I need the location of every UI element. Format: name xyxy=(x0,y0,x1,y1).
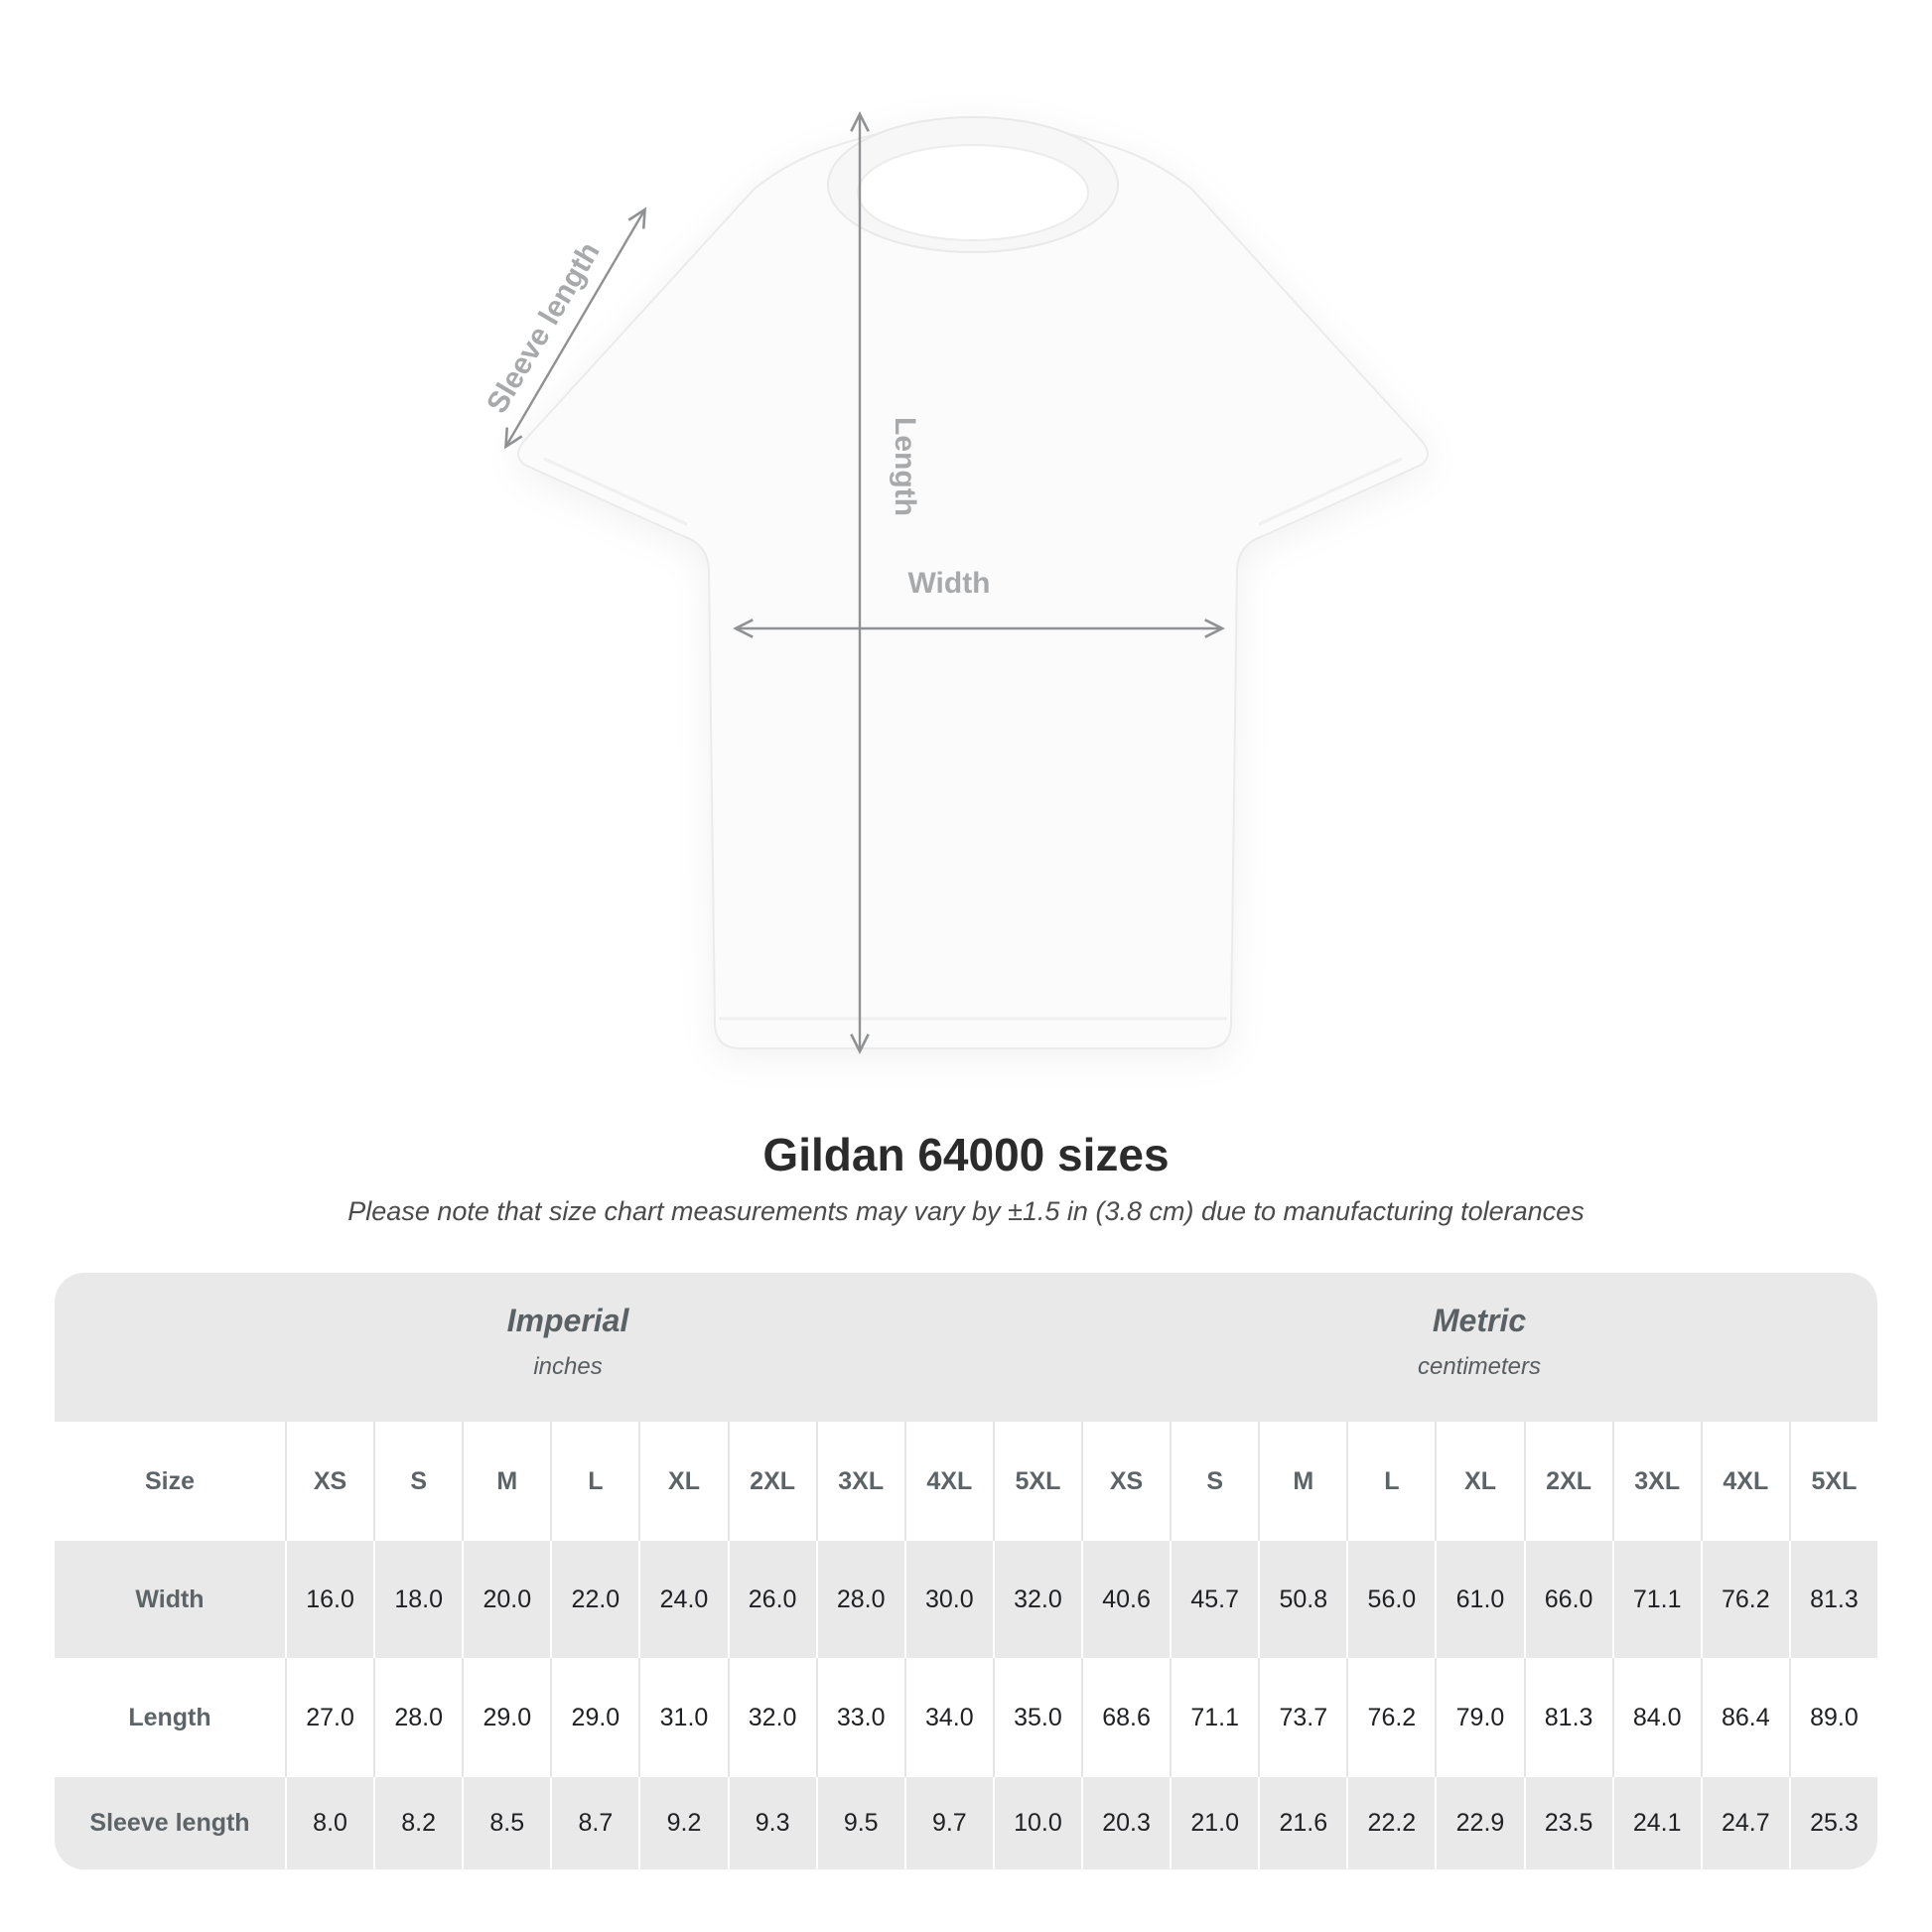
value-cell-imperial: 32.0 xyxy=(993,1541,1081,1658)
size-col-header-metric: 3XL xyxy=(1612,1422,1701,1541)
value-cell-imperial: 26.0 xyxy=(728,1541,816,1658)
unit-group-header-row xyxy=(55,1273,1877,1422)
value-cell-metric: 68.6 xyxy=(1081,1658,1170,1777)
size-col-header-imperial: XL xyxy=(638,1422,727,1541)
value-cell-imperial: 8.5 xyxy=(462,1777,550,1869)
value-cell-metric: 45.7 xyxy=(1170,1541,1258,1658)
value-cell-metric: 40.6 xyxy=(1081,1541,1170,1658)
value-cell-imperial: 31.0 xyxy=(638,1658,727,1777)
value-cell-metric: 50.8 xyxy=(1258,1541,1346,1658)
unit-group-imperial xyxy=(55,1273,1081,1381)
width-row xyxy=(55,1541,1877,1658)
length-row xyxy=(55,1658,1877,1777)
imperial-unit-label: inches xyxy=(533,1353,603,1380)
value-cell-metric: 23.5 xyxy=(1524,1777,1612,1869)
value-cell-metric: 21.6 xyxy=(1258,1777,1346,1869)
value-cell-metric: 89.0 xyxy=(1789,1658,1877,1777)
size-col-header-imperial: S xyxy=(373,1422,462,1541)
size-col-header-imperial: 4XL xyxy=(904,1422,993,1541)
value-cell-metric: 79.0 xyxy=(1435,1658,1523,1777)
imperial-label: Imperial xyxy=(506,1303,629,1338)
value-cell-imperial: 16.0 xyxy=(285,1541,373,1658)
value-cell-metric: 24.1 xyxy=(1612,1777,1701,1869)
size-col-header-imperial: L xyxy=(550,1422,638,1541)
value-cell-imperial: 20.0 xyxy=(462,1541,550,1658)
value-cell-imperial: 28.0 xyxy=(816,1541,904,1658)
value-cell-imperial: 9.2 xyxy=(638,1777,727,1869)
row-label: Width xyxy=(135,1585,205,1613)
value-cell-metric: 81.3 xyxy=(1789,1541,1877,1658)
size-col-header-metric: 5XL xyxy=(1789,1422,1877,1541)
size-col-header-metric: S xyxy=(1170,1422,1258,1541)
page-title: Gildan 64000 sizes xyxy=(762,1129,1170,1180)
value-cell-metric: 71.1 xyxy=(1612,1541,1701,1658)
value-cell-imperial: 30.0 xyxy=(904,1541,993,1658)
size-col-header-metric: 4XL xyxy=(1701,1422,1789,1541)
metric-unit-label: centimeters xyxy=(1417,1353,1542,1380)
value-cell-metric: 73.7 xyxy=(1258,1658,1346,1777)
size-col-header-imperial: 2XL xyxy=(728,1422,816,1541)
metric-label: Metric xyxy=(1432,1303,1527,1338)
size-col-header-imperial: 3XL xyxy=(816,1422,904,1541)
value-cell-metric: 84.0 xyxy=(1612,1658,1701,1777)
value-cell-imperial: 8.0 xyxy=(285,1777,373,1869)
value-cell-imperial: 24.0 xyxy=(638,1541,727,1658)
value-cell-imperial: 9.3 xyxy=(728,1777,816,1869)
size-corner-header: Size xyxy=(144,1466,196,1495)
tolerance-note: Please note that size chart measurements may vary by ±1.5 in (3.8 cm) due to manufacturing tolerances xyxy=(347,1196,1585,1226)
size-col-header-metric: L xyxy=(1346,1422,1435,1541)
row-label: Sleeve length xyxy=(89,1809,250,1837)
value-cell-metric: 76.2 xyxy=(1701,1541,1789,1658)
value-cell-imperial: 22.0 xyxy=(550,1541,638,1658)
value-cell-imperial: 33.0 xyxy=(816,1658,904,1777)
value-cell-metric: 81.3 xyxy=(1524,1658,1612,1777)
size-col-header-imperial: M xyxy=(462,1422,550,1541)
value-cell-metric: 56.0 xyxy=(1346,1541,1435,1658)
size-col-header-imperial: XS xyxy=(285,1422,373,1541)
size-col-header-imperial: 5XL xyxy=(993,1422,1081,1541)
value-cell-imperial: 29.0 xyxy=(462,1658,550,1777)
value-cell-imperial: 9.5 xyxy=(816,1777,904,1869)
value-cell-metric: 61.0 xyxy=(1435,1541,1523,1658)
value-cell-metric: 71.1 xyxy=(1170,1658,1258,1777)
value-cell-metric: 86.4 xyxy=(1701,1658,1789,1777)
value-cell-metric: 22.2 xyxy=(1346,1777,1435,1869)
size-table xyxy=(55,1273,1877,1869)
collar-inner xyxy=(858,145,1088,240)
value-cell-imperial: 9.7 xyxy=(904,1777,993,1869)
sleeve-length-row xyxy=(55,1777,1877,1869)
value-cell-imperial: 18.0 xyxy=(373,1541,462,1658)
row-label: Length xyxy=(128,1703,211,1731)
value-cell-imperial: 35.0 xyxy=(993,1658,1081,1777)
size-col-header-metric: XL xyxy=(1435,1422,1523,1541)
sleeve-length-label: Sleeve length xyxy=(481,236,607,419)
value-cell-imperial: 8.7 xyxy=(550,1777,638,1869)
length-label: Length xyxy=(889,417,921,516)
width-label: Width xyxy=(907,567,991,600)
value-cell-metric: 25.3 xyxy=(1789,1777,1877,1869)
size-col-header-metric: XS xyxy=(1081,1422,1170,1541)
value-cell-imperial: 27.0 xyxy=(285,1658,373,1777)
size-col-header-metric: M xyxy=(1258,1422,1346,1541)
value-cell-metric: 24.7 xyxy=(1701,1777,1789,1869)
value-cell-metric: 66.0 xyxy=(1524,1541,1612,1658)
size-header-row xyxy=(55,1422,1877,1541)
value-cell-imperial: 32.0 xyxy=(728,1658,816,1777)
value-cell-metric: 21.0 xyxy=(1170,1777,1258,1869)
value-cell-metric: 20.3 xyxy=(1081,1777,1170,1869)
unit-group-metric xyxy=(1081,1273,1877,1381)
value-cell-imperial: 34.0 xyxy=(904,1658,993,1777)
value-cell-imperial: 10.0 xyxy=(993,1777,1081,1869)
value-cell-imperial: 8.2 xyxy=(373,1777,462,1869)
value-cell-imperial: 28.0 xyxy=(373,1658,462,1777)
value-cell-metric: 22.9 xyxy=(1435,1777,1523,1869)
value-cell-imperial: 29.0 xyxy=(550,1658,638,1777)
value-cell-metric: 76.2 xyxy=(1346,1658,1435,1777)
size-col-header-metric: 2XL xyxy=(1524,1422,1612,1541)
